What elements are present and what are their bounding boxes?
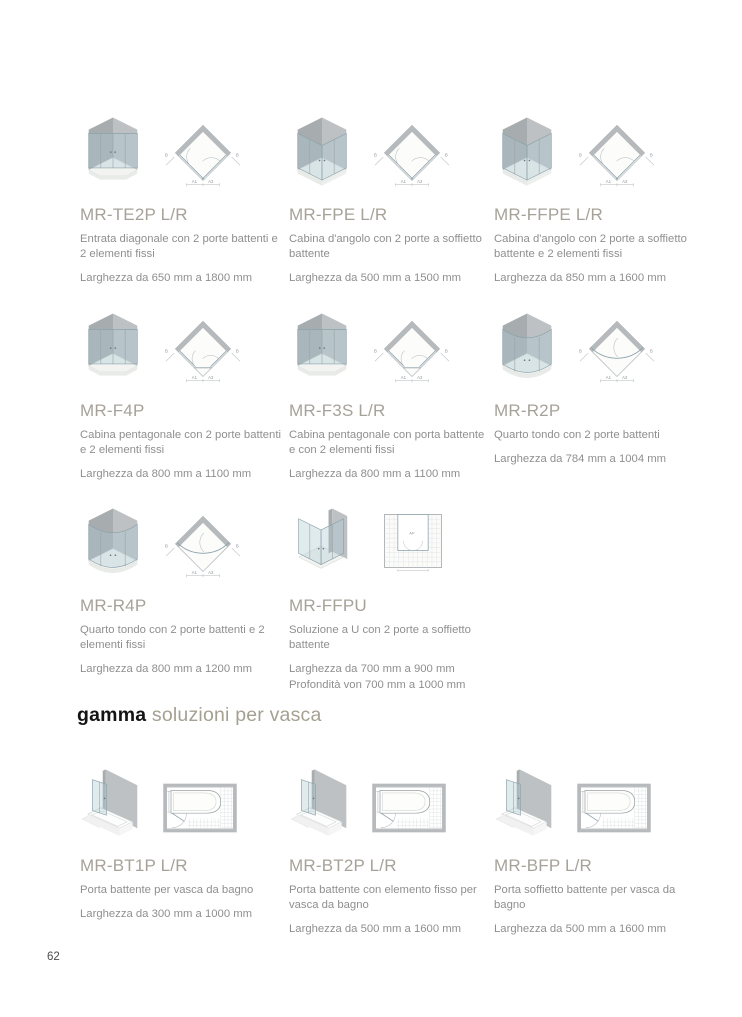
bathtub-screen-3d-icon (80, 761, 146, 847)
product-description: Soluzione a U con 2 porte a soffietto battente (289, 624, 471, 652)
product-card-mr-f3s (289, 306, 492, 482)
product-illustrations (289, 110, 492, 196)
product-description: Cabina pentagonale con porta battente e con 2 elementi fissi (289, 429, 485, 457)
section-header-title: soluzioni per vasca (151, 704, 322, 726)
shower-cabin-corner-3d-icon (289, 110, 355, 196)
shower-u-solution-3d-icon (289, 501, 355, 587)
bathtub-plan-icon (160, 779, 240, 837)
product-name: MR-FPE L/R (289, 205, 388, 224)
quarter-round-plan-icon (578, 318, 656, 386)
corner-diamond-plan-icon (373, 122, 451, 190)
product-width-range: Larghezza da 650 mm a 1800 mm (80, 272, 253, 285)
product-row-2 (80, 306, 714, 482)
product-name: MR-R2P (494, 401, 561, 420)
product-name: MR-TE2P L/R (80, 205, 188, 224)
product-name: MR-R4P (80, 596, 147, 615)
product-illustrations (80, 306, 283, 392)
product-description: Quarto tondo con 2 porte battenti (494, 429, 660, 441)
product-name: MR-FFPU (289, 596, 367, 615)
corner-diamond-plan-icon (578, 122, 656, 190)
product-description: Quarto tondo con 2 porte battenti e 2 elementi fissi (80, 624, 265, 652)
product-name: MR-BT2P L/R (289, 856, 397, 875)
product-width-range: Larghezza da 500 mm a 1500 mm (289, 272, 462, 285)
product-description: Porta battente con elemento fisso per vasca da bagno (289, 884, 477, 912)
quarter-round-plan-icon (164, 513, 242, 581)
product-illustrations (494, 761, 697, 847)
product-card-mr-bt2p (289, 761, 492, 937)
shower-cabin-quarter-round-3d-icon (494, 306, 560, 392)
product-illustrations (289, 761, 492, 847)
product-width-range: Larghezza da 300 mm a 1000 mm (80, 908, 253, 921)
product-name: MR-F3S L/R (289, 401, 386, 420)
product-description: Entrata diagonale con 2 porte battenti e 2 elementi fissi (80, 233, 278, 261)
product-card-mr-fpe (289, 110, 492, 286)
shower-cabin-diagonal-entry-3d-icon (80, 110, 146, 196)
product-card-mr-f4p (80, 306, 283, 482)
shower-cabin-pentagonal-3d-icon (289, 306, 355, 392)
product-card-mr-bfp (494, 761, 697, 937)
pentagon-plan-icon (164, 318, 242, 386)
shower-cabin-quarter-round-3d-icon (80, 501, 146, 587)
product-depth-range: Profondità von 700 mm a 1000 mm (289, 679, 466, 692)
product-name: MR-F4P (80, 401, 145, 420)
product-card-mr-r4p (80, 501, 283, 693)
product-name: MR-BFP L/R (494, 856, 593, 875)
u-solution-plan-icon (377, 509, 449, 573)
product-card-mr-r2p (494, 306, 697, 482)
product-row-4 (80, 761, 714, 937)
product-description: Cabina pentagonale con 2 porte battenti e 2 elementi fissi (80, 429, 281, 457)
product-illustrations (80, 110, 283, 196)
product-row-3 (80, 501, 714, 693)
bathtub-screen-3d-icon (289, 761, 355, 847)
shower-cabin-corner-3d-icon (494, 110, 560, 196)
product-card-mr-ffpu (289, 501, 492, 693)
product-illustrations (80, 761, 283, 847)
product-width-range: Larghezza da 800 mm a 1100 mm (289, 468, 461, 481)
product-illustrations (80, 501, 283, 587)
bathtub-plan-icon (369, 779, 449, 837)
product-width-range: Larghezza da 500 mm a 1600 mm (494, 923, 667, 936)
product-description: Porta soffietto battente per vasca da bagno (494, 884, 676, 912)
bathtub-screen-3d-icon (494, 761, 560, 847)
bathtub-plan-icon (574, 779, 654, 837)
product-card-mr-ffpe (494, 110, 697, 286)
product-width-range: Larghezza da 500 mm a 1600 mm (289, 923, 462, 936)
product-width-range: Larghezza da 700 mm a 900 mm (289, 663, 455, 676)
product-card-mr-bt1p (80, 761, 283, 937)
product-width-range: Larghezza da 800 mm a 1200 mm (80, 663, 253, 676)
page-number: 62 (47, 951, 60, 963)
shower-cabin-pentagonal-3d-icon (80, 306, 146, 392)
product-width-range: Larghezza da 850 mm a 1600 mm (494, 272, 667, 285)
section-header (77, 704, 322, 727)
product-row-1 (80, 110, 714, 286)
product-name: MR-FFPE L/R (494, 205, 603, 224)
product-illustrations (289, 306, 492, 392)
product-illustrations (494, 306, 697, 392)
product-width-range: Larghezza da 784 mm a 1004 mm (494, 453, 667, 466)
product-width-range: Larghezza da 800 mm a 1100 mm (80, 468, 252, 481)
product-card-mr-te2p (80, 110, 283, 286)
pentagon-plan-icon (373, 318, 451, 386)
product-name: MR-BT1P L/R (80, 856, 188, 875)
product-description: Cabina d'angolo con 2 porte a soffietto battente (289, 233, 482, 261)
product-description: Porta battente per vasca da bagno (80, 884, 254, 896)
section-header-brand: gamma (77, 704, 147, 726)
product-description: Cabina d'angolo con 2 porte a soffietto battente e 2 elementi fissi (494, 233, 687, 261)
corner-diamond-plan-icon (164, 122, 242, 190)
product-illustrations (494, 110, 697, 196)
product-illustrations (289, 501, 492, 587)
